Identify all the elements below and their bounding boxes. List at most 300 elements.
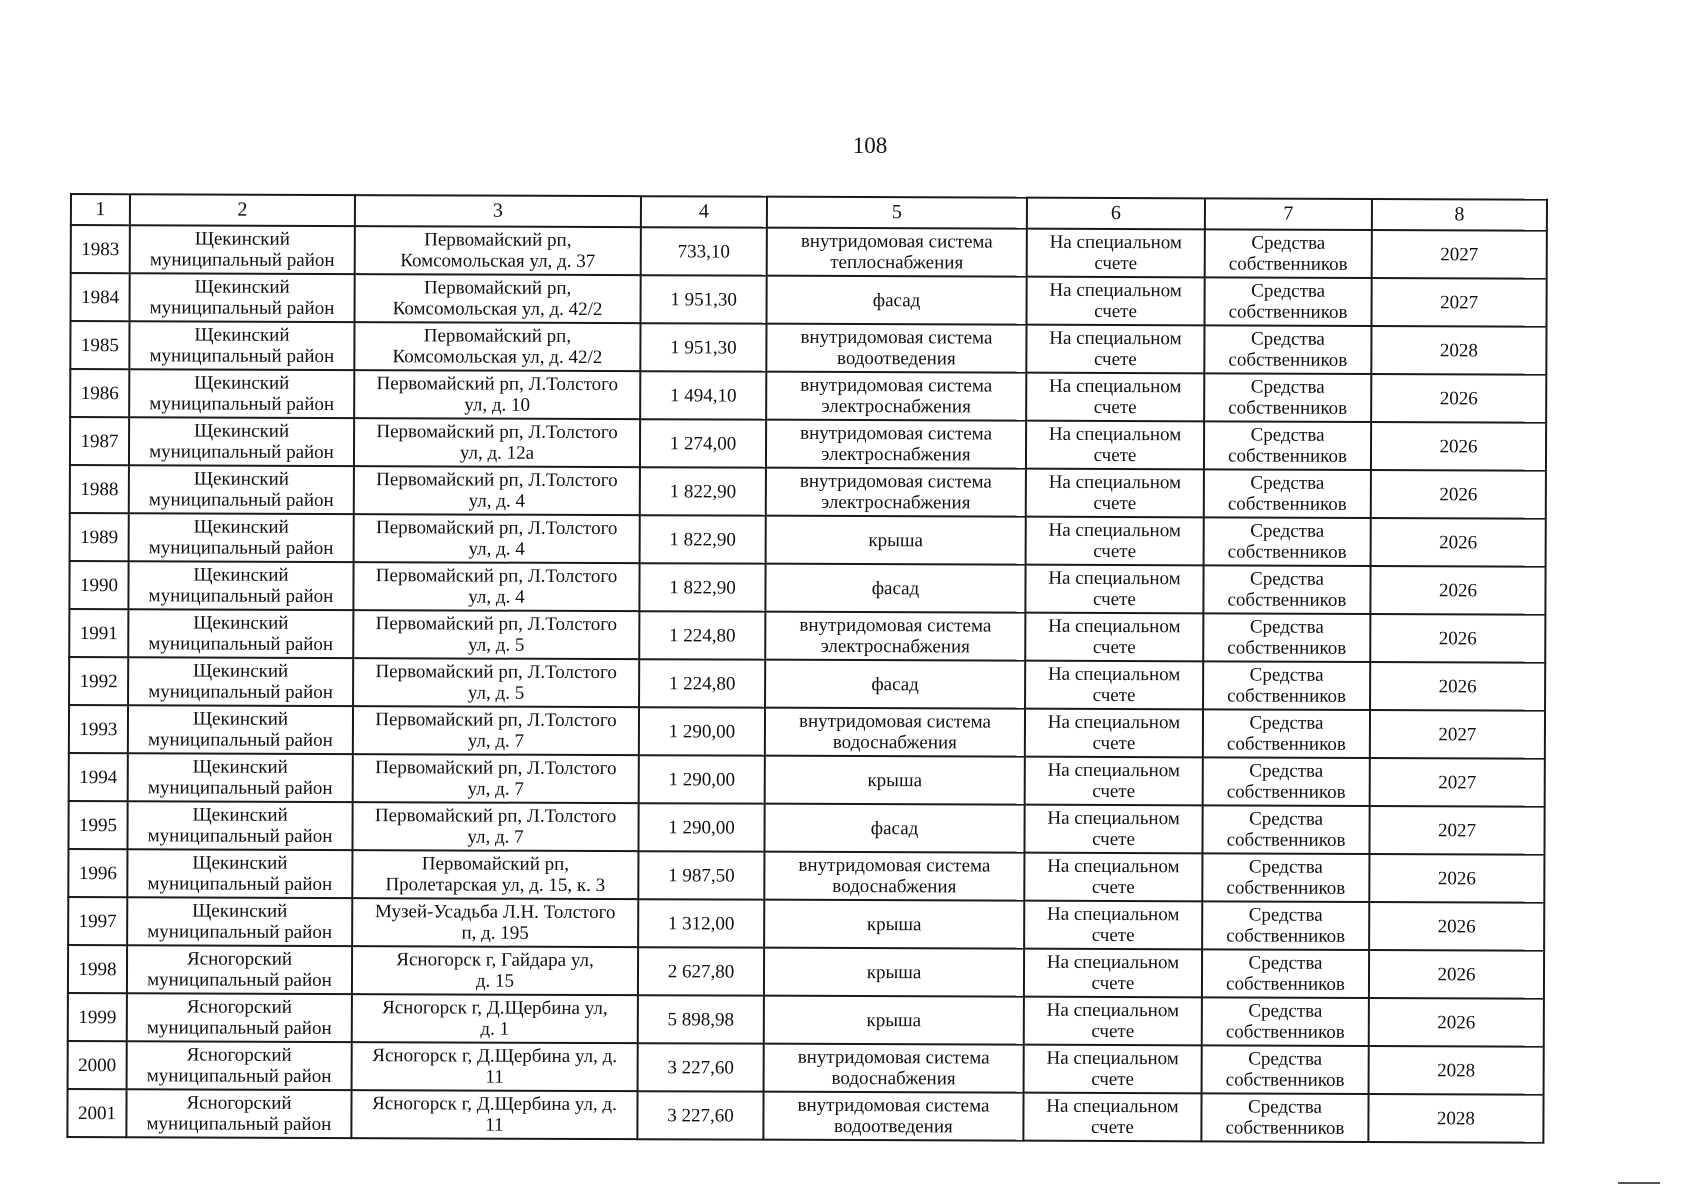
work-type-cell-line: внутридомовая система	[799, 470, 992, 493]
work-type-cell-line: внутридомовая система	[800, 230, 993, 253]
account-cell	[1026, 469, 1204, 518]
account-cell	[1025, 661, 1203, 710]
district-cell	[129, 513, 354, 562]
funding-source-cell-line: собственников	[1227, 589, 1347, 611]
district-cell-line: муниципальный район	[148, 537, 334, 560]
year-cell: 2026	[1371, 422, 1546, 471]
district-cell-line: муниципальный район	[148, 633, 334, 656]
work-type-cell-line: водоснабжения	[832, 731, 957, 754]
funding-source-cell	[1202, 997, 1369, 1046]
year-cell: 2026	[1369, 854, 1544, 903]
table-row	[70, 465, 1546, 519]
address-cell	[354, 466, 640, 515]
table-row	[68, 849, 1544, 903]
address-cell-line: Первомайский рп,	[423, 277, 572, 299]
work-type-cell-line: электроснабжения	[821, 491, 971, 514]
account-cell-line: счете	[1094, 252, 1138, 275]
district-cell-line: муниципальный район	[147, 777, 333, 800]
row-number-cell: 1998	[68, 945, 127, 993]
year-cell: 2027	[1370, 758, 1545, 807]
district-cell	[128, 657, 353, 706]
column-number-8: 8	[1372, 199, 1547, 231]
district-cell-line: Щекинский	[193, 468, 290, 490]
district-cell-line: муниципальный район	[147, 729, 333, 752]
work-type-cell	[764, 852, 1024, 901]
row-number-cell: 1994	[69, 753, 128, 801]
area-cell: 5 898,98	[638, 995, 764, 1043]
area-cell: 1 822,90	[639, 563, 765, 611]
district-cell-line: Щекинский	[194, 276, 290, 298]
account-cell-line: На специальном	[1046, 1095, 1179, 1118]
work-type-cell-line: внутридомовая система	[799, 614, 992, 637]
district-cell-line: Щекинский	[194, 228, 290, 250]
district-cell-line: Щекинский	[192, 756, 288, 778]
work-type-cell-line: внутридомовая система	[797, 1094, 990, 1117]
district-cell-line: муниципальный район	[147, 825, 333, 848]
district-cell	[130, 225, 355, 274]
work-type-cell	[765, 708, 1025, 757]
district-cell	[129, 369, 354, 418]
funding-source-cell	[1204, 469, 1371, 518]
address-cell	[355, 226, 641, 275]
area-cell: 1 951,30	[640, 323, 766, 371]
funding-source-cell-line: Средства	[1249, 760, 1324, 782]
district-cell-line: муниципальный район	[149, 249, 335, 272]
address-cell	[352, 802, 638, 851]
table-row	[69, 657, 1545, 711]
year-cell: 2028	[1368, 1094, 1543, 1143]
account-cell-line: счете	[1092, 636, 1136, 659]
address-cell-line: Первомайский рп,	[423, 325, 572, 347]
year-cell: 2026	[1371, 470, 1546, 519]
address-cell	[354, 370, 640, 419]
account-cell	[1026, 421, 1204, 470]
district-cell-line: Ясногорский	[186, 1092, 292, 1114]
area-cell: 1 224,80	[639, 659, 765, 707]
funding-source-cell	[1204, 517, 1371, 566]
district-cell	[127, 801, 352, 850]
funding-source-cell-line: Средства	[1250, 376, 1325, 398]
row-number-cell: 1985	[70, 321, 129, 369]
work-type-cell-line: водоснабжения	[832, 875, 957, 898]
work-type-cell: фасад	[764, 804, 1024, 853]
address-cell-line: Ясногорск г, Д.Щербина ул, д.	[372, 1045, 618, 1068]
address-cell-line: Первомайский рп, Л.Толстого	[376, 421, 618, 444]
funding-source-cell	[1202, 1045, 1369, 1094]
address-cell-line: ул, д. 5	[468, 634, 525, 656]
address-cell-line: ул, д. 7	[467, 778, 524, 800]
district-cell	[127, 849, 352, 898]
funding-source-cell	[1202, 901, 1369, 950]
work-type-cell-line: внутридомовая система	[798, 710, 991, 733]
district-cell-line: Щекинский	[192, 804, 288, 826]
work-type-cell	[766, 372, 1026, 421]
funding-source-cell-line: Средства	[1251, 232, 1326, 254]
work-type-cell-line: внутридомовая система	[800, 374, 993, 397]
funding-source-cell	[1204, 325, 1371, 374]
work-type-cell-line: электроснабжения	[821, 443, 971, 466]
funding-source-cell-line: собственников	[1225, 1069, 1345, 1091]
district-cell-line: Щекинский	[192, 708, 289, 730]
district-cell-line: муниципальный район	[146, 1065, 332, 1088]
address-cell	[354, 322, 640, 371]
table-row	[68, 945, 1544, 999]
address-cell-line: Первомайский рп, Л.Толстого	[375, 709, 617, 732]
funding-source-cell-line: Средства	[1248, 952, 1323, 974]
district-cell-line: Щекинский	[193, 660, 289, 682]
address-cell-line: 11	[485, 1066, 504, 1088]
funding-source-cell-line: Средства	[1249, 664, 1324, 686]
row-number-cell: 1987	[70, 417, 129, 465]
address-cell-line: Первомайский рп, Л.Толстого	[375, 661, 617, 684]
district-cell	[126, 1089, 351, 1138]
address-cell-line: Комсомольская ул, д. 42/2	[392, 346, 603, 369]
year-cell: 2027	[1371, 278, 1546, 327]
table-row	[67, 1089, 1543, 1143]
account-cell-line: На специальном	[1046, 1047, 1179, 1070]
district-cell	[127, 945, 352, 994]
work-type-cell-line: внутридомовая система	[800, 422, 993, 445]
work-type-cell: крыша	[764, 996, 1024, 1045]
account-cell-line: На специальном	[1049, 327, 1182, 350]
row-number-cell: 1989	[70, 513, 129, 561]
district-cell-line: Щекинский	[194, 372, 290, 394]
address-cell-line: п, д. 195	[461, 922, 529, 944]
district-cell-line: муниципальный район	[148, 585, 334, 608]
year-cell: 2026	[1369, 998, 1544, 1047]
account-cell-line: счете	[1091, 972, 1135, 995]
account-cell	[1024, 1045, 1202, 1094]
page-number: 108	[852, 133, 888, 158]
address-cell	[352, 850, 638, 899]
address-cell-line: ул, д. 7	[467, 826, 524, 848]
work-type-cell: крыша	[765, 756, 1025, 805]
work-type-cell	[766, 324, 1026, 373]
work-type-cell-line: внутридомовая система	[798, 854, 991, 877]
address-cell-line: Первомайский рп, Л.Толстого	[374, 805, 617, 828]
account-cell	[1027, 277, 1205, 326]
account-cell	[1024, 901, 1202, 950]
funding-source-cell	[1201, 1093, 1368, 1142]
year-cell: 2027	[1372, 230, 1547, 279]
funding-source-cell	[1202, 853, 1369, 902]
work-type-cell	[764, 1044, 1024, 1093]
account-cell-line: счете	[1091, 876, 1135, 899]
table-row	[70, 417, 1546, 471]
work-type-cell-line: внутридомовая система	[797, 1046, 990, 1069]
account-cell-line: счете	[1091, 1020, 1135, 1043]
funding-source-cell	[1204, 421, 1371, 470]
row-number-cell: 1988	[70, 465, 129, 513]
work-type-cell: крыша	[764, 948, 1024, 997]
funding-source-cell-line: Средства	[1249, 616, 1324, 638]
account-cell-line: На специальном	[1047, 855, 1180, 878]
year-cell: 2026	[1369, 902, 1544, 951]
account-cell	[1025, 565, 1203, 614]
funding-source-cell-line: собственников	[1226, 733, 1346, 755]
address-cell	[353, 562, 639, 611]
district-cell-line: Щекинский	[193, 420, 290, 442]
year-cell: 2026	[1370, 662, 1545, 711]
work-type-cell: крыша	[764, 900, 1024, 949]
year-cell: 2026	[1371, 374, 1546, 423]
year-cell: 2026	[1369, 950, 1544, 999]
funding-source-cell	[1205, 277, 1372, 326]
account-cell	[1026, 325, 1204, 374]
account-cell-line: счете	[1093, 396, 1137, 419]
district-cell-line: Щекинский	[192, 900, 288, 922]
account-cell-line: На специальном	[1049, 375, 1182, 398]
work-type-cell-line: водоотведения	[834, 1115, 953, 1138]
district-cell-line: муниципальный район	[149, 393, 335, 416]
row-number-cell: 1991	[69, 609, 128, 657]
address-cell	[351, 1090, 637, 1139]
address-cell-line: Первомайский рп, Л.Толстого	[375, 565, 618, 588]
column-number-2: 2	[130, 194, 355, 226]
column-number-4: 4	[641, 196, 767, 227]
address-cell	[354, 418, 640, 467]
account-cell-line: счете	[1093, 444, 1137, 467]
area-cell: 1 290,00	[638, 803, 764, 851]
address-cell-line: Первомайский рп,	[424, 229, 572, 251]
address-cell-line: 11	[485, 1114, 504, 1136]
address-cell	[353, 658, 639, 707]
table-row	[68, 801, 1544, 855]
capital-repair-register-table	[66, 193, 1548, 1144]
year-cell: 2026	[1371, 518, 1546, 567]
row-number-cell: 2000	[68, 1041, 127, 1089]
area-cell: 1 290,00	[639, 707, 765, 755]
funding-source-cell	[1203, 757, 1370, 806]
table-row	[68, 897, 1544, 951]
address-cell-line: Первомайский рп, Л.Толстого	[375, 757, 617, 780]
district-cell	[128, 561, 353, 610]
district-cell	[130, 273, 355, 322]
district-cell-line: муниципальный район	[147, 969, 332, 992]
account-cell-line: На специальном	[1049, 231, 1183, 254]
district-cell-line: муниципальный район	[147, 873, 333, 896]
address-cell-line: Первомайский рп, Л.Толстого	[376, 469, 618, 492]
account-cell-line: счете	[1093, 540, 1137, 563]
account-cell-line: На специальном	[1048, 423, 1182, 446]
address-cell-line: Комсомольская ул, д. 37	[400, 250, 596, 273]
work-type-cell: крыша	[766, 516, 1026, 565]
row-number-cell: 1997	[68, 897, 127, 945]
account-cell-line: счете	[1093, 588, 1136, 611]
address-cell-line: Первомайский рп, Л.Толстого	[375, 613, 618, 636]
area-cell: 3 227,60	[637, 1091, 763, 1139]
account-cell-line: счете	[1093, 492, 1137, 515]
district-cell-line: муниципальный район	[149, 345, 335, 368]
funding-source-cell	[1203, 613, 1370, 662]
address-cell	[352, 946, 638, 995]
area-cell: 1 822,90	[640, 467, 766, 515]
account-cell-line: На специальном	[1049, 279, 1182, 302]
funding-source-cell	[1202, 949, 1369, 998]
area-cell: 733,10	[641, 227, 767, 275]
account-cell	[1024, 853, 1202, 902]
account-cell	[1026, 517, 1204, 566]
funding-source-cell	[1205, 229, 1372, 278]
table-row	[71, 273, 1547, 327]
row-number-cell: 1990	[69, 561, 128, 609]
area-cell: 1 224,80	[639, 611, 765, 659]
funding-source-cell-line: Средства	[1250, 472, 1325, 494]
work-type-cell	[766, 468, 1026, 517]
work-type-cell-line: водоснабжения	[831, 1067, 956, 1090]
area-cell: 1 274,00	[640, 419, 766, 467]
account-cell-line: счете	[1090, 1116, 1134, 1139]
column-number-1: 1	[71, 194, 130, 225]
table-row	[71, 225, 1547, 279]
district-cell	[129, 417, 354, 466]
row-number-cell: 1992	[69, 657, 128, 705]
account-cell-line: счете	[1092, 732, 1136, 755]
work-type-cell: фасад	[767, 276, 1027, 325]
funding-source-cell-line: собственников	[1227, 493, 1347, 515]
address-cell	[352, 1042, 638, 1091]
funding-source-cell-line: Средства	[1248, 856, 1323, 878]
funding-source-cell-line: Средства	[1250, 328, 1325, 350]
funding-source-cell	[1202, 805, 1369, 854]
work-type-cell-line: электроснабжения	[820, 635, 970, 658]
table-row	[68, 1041, 1544, 1095]
account-cell-line: На специальном	[1047, 759, 1181, 782]
address-cell-line: д. 15	[475, 970, 515, 992]
area-cell: 1 290,00	[639, 755, 765, 803]
table-row	[69, 609, 1545, 663]
funding-source-cell-line: собственников	[1227, 637, 1347, 659]
year-cell: 2027	[1369, 806, 1544, 855]
account-cell	[1025, 613, 1203, 662]
account-cell-line: На специальном	[1047, 663, 1181, 686]
funding-source-cell-line: Средства	[1248, 904, 1323, 926]
funding-source-cell-line: собственников	[1226, 829, 1346, 851]
address-cell-line: Первомайский рп, Л.Толстого	[376, 373, 619, 396]
funding-source-cell-line: собственников	[1228, 253, 1348, 275]
district-cell	[129, 321, 354, 370]
funding-source-cell-line: собственников	[1225, 1021, 1345, 1043]
funding-source-cell	[1203, 565, 1370, 614]
address-cell	[353, 754, 639, 803]
work-type-cell-line: водоотведения	[836, 347, 956, 370]
funding-source-cell-line: Средства	[1250, 424, 1325, 446]
funding-source-cell	[1203, 661, 1370, 710]
funding-source-cell-line: Средства	[1250, 520, 1325, 542]
district-cell-line: Щекинский	[193, 612, 289, 634]
funding-source-cell-line: Средства	[1250, 568, 1325, 590]
work-type-cell: фасад	[765, 660, 1025, 709]
address-cell	[352, 994, 638, 1043]
funding-source-cell-line: собственников	[1226, 925, 1346, 947]
district-cell-line: муниципальный район	[148, 489, 334, 512]
address-cell	[355, 274, 641, 323]
address-cell	[353, 706, 639, 755]
address-cell-line: Первомайский рп, Л.Толстого	[375, 517, 618, 540]
district-cell-line: Ясногорский	[186, 1044, 292, 1066]
account-cell-line: счете	[1092, 828, 1135, 851]
table-row	[70, 321, 1546, 375]
funding-source-cell-line: собственников	[1225, 973, 1345, 995]
funding-source-cell-line: Средства	[1248, 1000, 1323, 1022]
row-number-cell: 1995	[68, 801, 127, 849]
funding-source-cell	[1203, 709, 1370, 758]
account-cell-line: На специальном	[1048, 471, 1182, 494]
area-cell: 1 951,30	[641, 275, 767, 323]
address-cell-line: Ясногорск г, Д.Щербина ул,	[382, 997, 608, 1020]
address-cell-line: Ясногорск г, Гайдара ул,	[396, 949, 594, 972]
year-cell: 2028	[1371, 326, 1546, 375]
account-cell	[1024, 805, 1202, 854]
area-cell: 1 312,00	[638, 899, 764, 947]
row-number-cell: 1983	[71, 225, 130, 273]
district-cell-line: Щекинский	[193, 516, 289, 538]
address-cell-line: ул, д. 4	[468, 490, 526, 512]
year-cell: 2027	[1370, 710, 1545, 759]
funding-source-cell-line: собственников	[1227, 685, 1347, 707]
address-cell-line: Первомайский рп,	[421, 853, 570, 875]
account-cell-line: счете	[1092, 684, 1136, 707]
scan-margin-mark	[1618, 1182, 1660, 1184]
table-row	[70, 369, 1546, 423]
year-cell: 2028	[1369, 1046, 1544, 1095]
funding-source-cell-line: собственников	[1228, 349, 1348, 371]
table-body	[67, 194, 1547, 1143]
account-cell	[1024, 949, 1202, 998]
work-type-cell	[765, 612, 1025, 661]
account-cell-line: На специальном	[1048, 519, 1181, 542]
address-cell-line: ул, д. 12а	[459, 442, 535, 464]
area-cell: 1 822,90	[640, 515, 766, 563]
district-cell	[128, 705, 353, 754]
account-cell-line: На специальном	[1047, 903, 1180, 926]
address-cell	[353, 610, 639, 659]
account-cell	[1023, 1093, 1201, 1142]
district-cell-line: муниципальный район	[149, 441, 334, 464]
funding-source-cell-line: собственников	[1225, 1117, 1345, 1139]
address-cell	[354, 514, 640, 563]
address-cell-line: ул, д. 4	[468, 586, 525, 608]
row-number-cell: 1986	[70, 369, 129, 417]
work-type-cell: фасад	[765, 564, 1025, 613]
district-cell	[129, 465, 354, 514]
address-cell-line: ул, д. 4	[468, 538, 525, 560]
account-cell	[1025, 709, 1203, 758]
account-cell-line: счете	[1094, 300, 1137, 323]
address-cell	[352, 898, 638, 947]
district-cell-line: муниципальный район	[149, 297, 335, 320]
column-number-5: 5	[767, 197, 1027, 229]
account-cell	[1026, 373, 1204, 422]
account-cell	[1024, 997, 1202, 1046]
account-cell	[1027, 229, 1205, 278]
area-cell: 3 227,60	[638, 1043, 764, 1091]
row-number-cell: 1984	[71, 273, 130, 321]
account-cell-line: На специальном	[1047, 807, 1180, 830]
district-cell-line: муниципальный район	[146, 1113, 332, 1136]
year-cell: 2026	[1370, 614, 1545, 663]
funding-source-cell-line: Средства	[1249, 808, 1324, 830]
funding-source-cell-line: собственников	[1226, 877, 1346, 899]
funding-source-cell-line: собственников	[1226, 781, 1346, 803]
district-cell	[127, 1041, 352, 1090]
funding-source-cell-line: собственников	[1228, 445, 1347, 467]
funding-source-cell-line: собственников	[1227, 541, 1347, 563]
district-cell-line: Щекинский	[193, 564, 289, 586]
funding-source-cell-line: собственников	[1228, 301, 1348, 323]
account-cell-line: На специальном	[1047, 711, 1181, 734]
funding-source-cell-line: собственников	[1228, 397, 1348, 419]
